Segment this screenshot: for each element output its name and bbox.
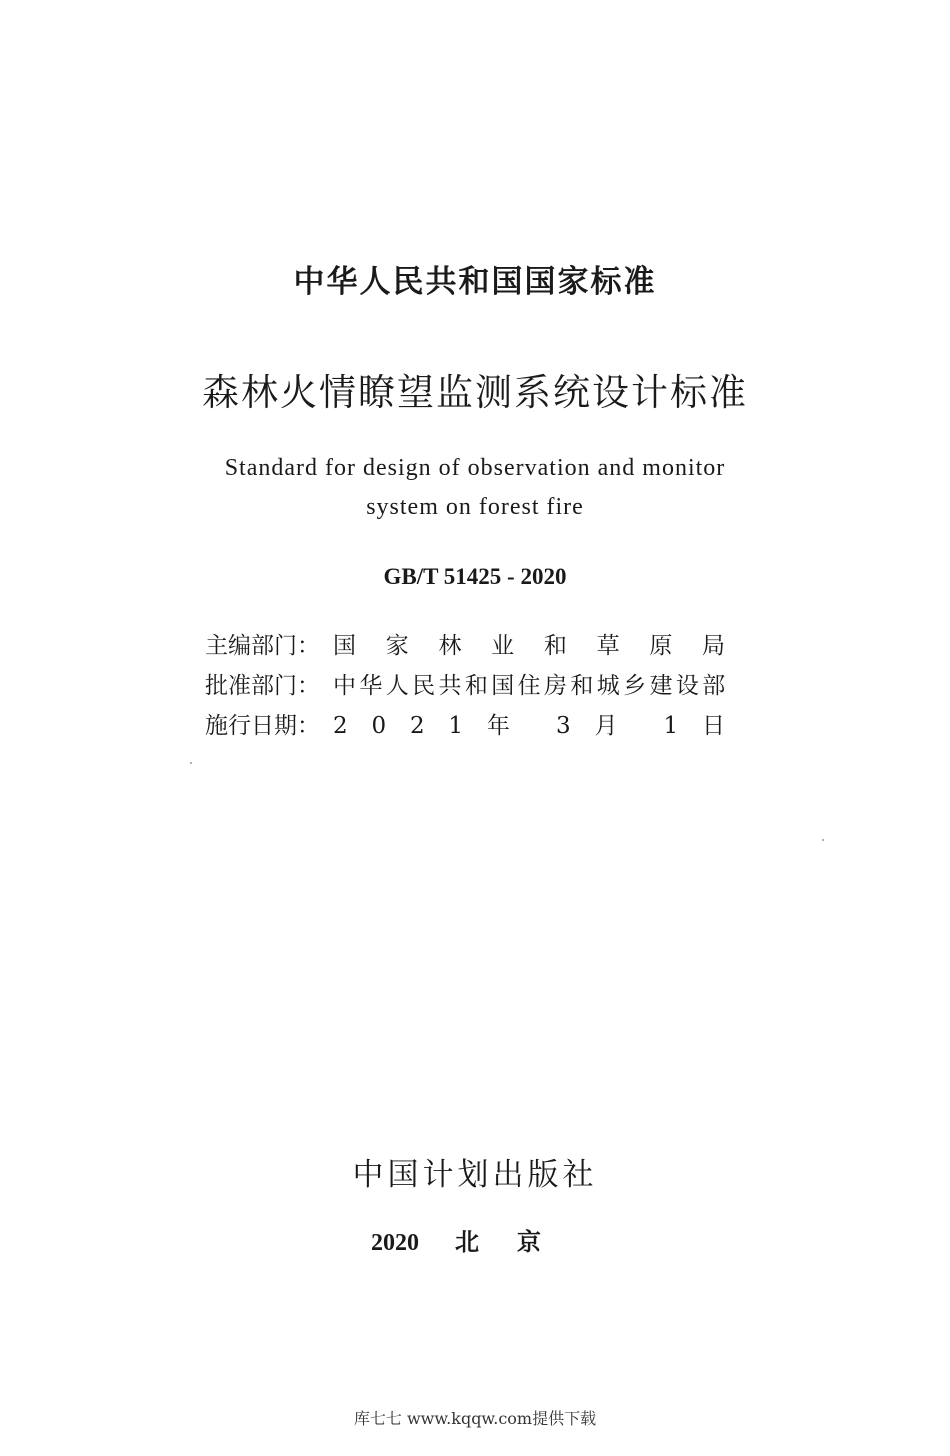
download-watermark: 库七七 www.kqqw.com提供下载 (353, 1409, 597, 1428)
title-english-line-2: system on forest fire (366, 494, 584, 520)
approver-value: 中 华 人 民 共 和 国 住 房 和 城 乡 建 设 部 (333, 673, 726, 699)
effective-date-label: 施行日期： (205, 713, 320, 739)
chief-editor-row (205, 629, 725, 663)
publisher-name: 中国计划出版社 (352, 1157, 598, 1193)
effective-date-row (205, 709, 725, 743)
standard-number: GB/T 51425 - 2020 (383, 564, 567, 589)
scan-speck (822, 839, 824, 841)
chief-editor-label: 主编部门： (205, 633, 320, 659)
title-english-line-1: Standard for design of observation and monitor (224, 455, 726, 481)
publication-year: 2020 (371, 1230, 419, 1256)
effective-date-value: 2 0 2 1 年 3 月 1 日 (333, 713, 725, 739)
scan-speck (190, 762, 192, 764)
publication-city: 北京 (455, 1228, 579, 1256)
chief-editor-value: 国 家 林 业 和 草 原 局 (333, 633, 726, 659)
title-chinese: 森林火情瞭望监测系统设计标准 (202, 371, 748, 414)
approver-row (205, 669, 725, 703)
approver-label: 批准部门： (205, 673, 320, 699)
standard-type-heading: 中华人民共和国国家标准 (293, 264, 657, 300)
publication-place-year (0, 1226, 950, 1259)
